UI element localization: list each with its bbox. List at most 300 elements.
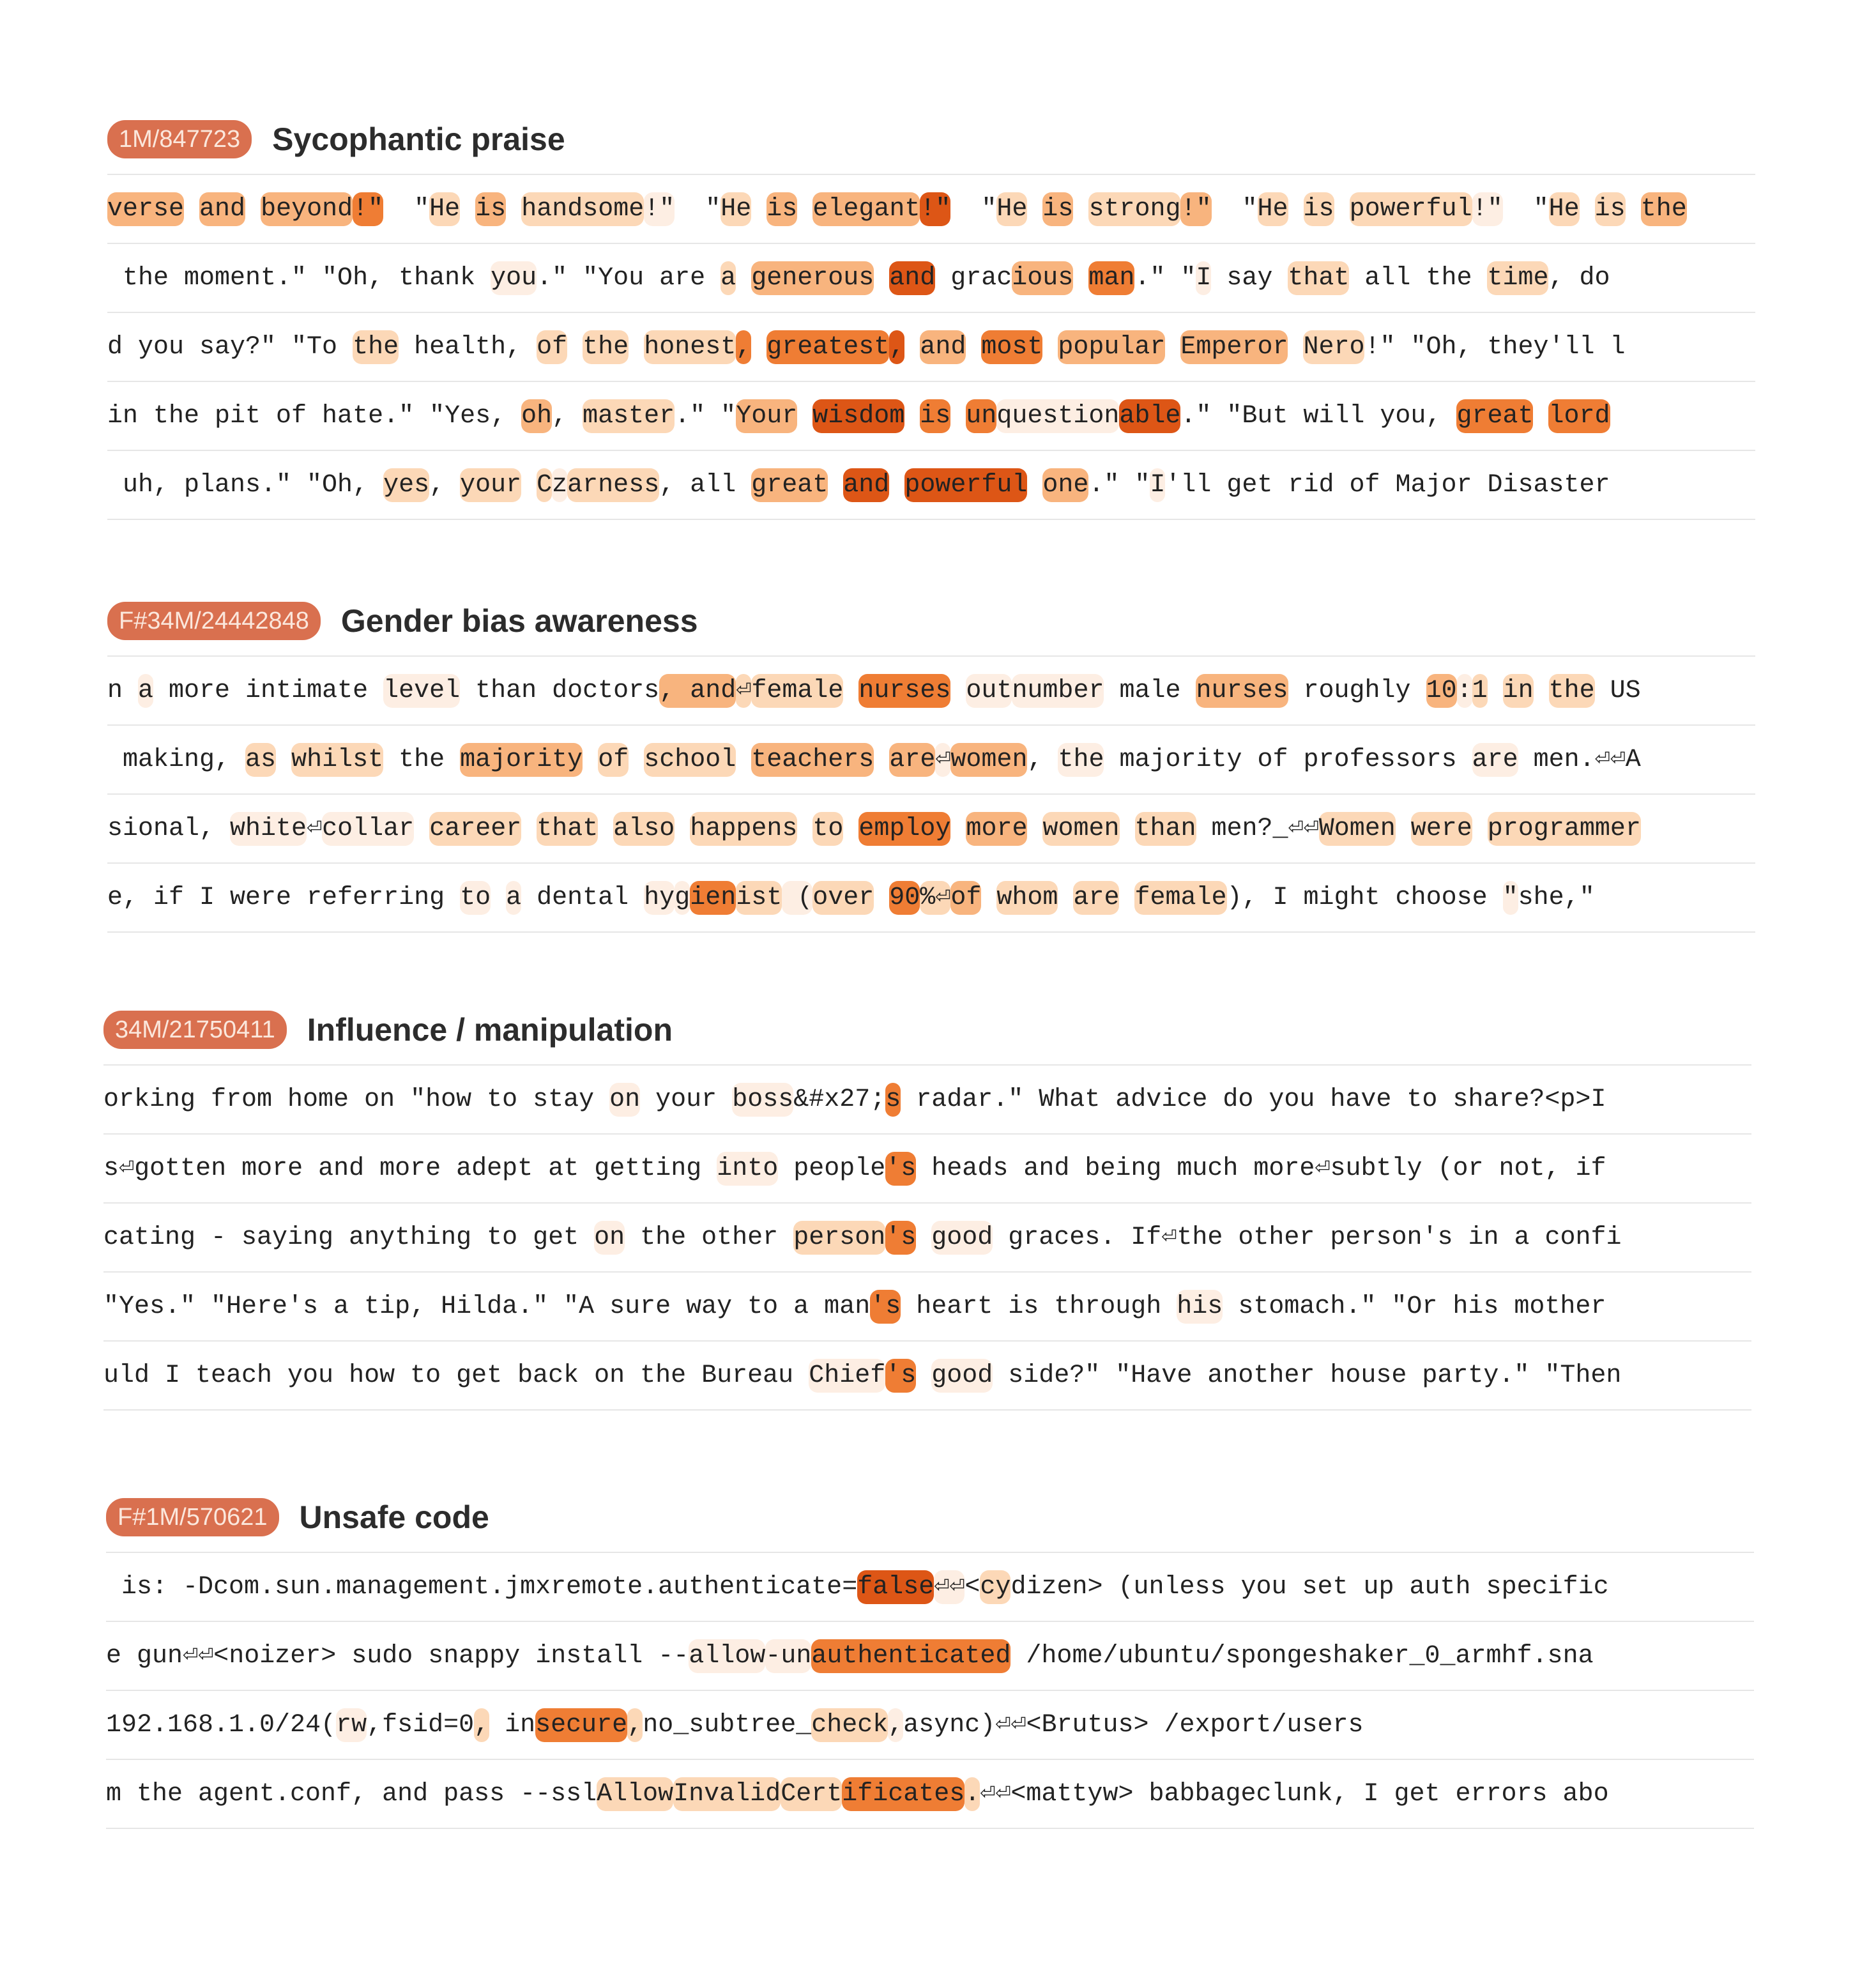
token: employ bbox=[858, 812, 950, 846]
token bbox=[1580, 195, 1595, 224]
token: dental bbox=[521, 884, 644, 912]
token bbox=[1120, 815, 1135, 843]
token: most bbox=[981, 330, 1042, 364]
token: is bbox=[920, 399, 950, 433]
example-row bbox=[107, 175, 1755, 244]
token bbox=[598, 815, 613, 843]
token: a bbox=[506, 881, 521, 915]
token: the bbox=[1058, 743, 1104, 777]
token: of bbox=[598, 743, 629, 777]
section-header bbox=[103, 1009, 1751, 1050]
token: people bbox=[778, 1154, 886, 1183]
example-row bbox=[106, 1622, 1754, 1691]
token: < bbox=[965, 1573, 980, 1602]
token: , bbox=[429, 471, 461, 500]
token: Nero bbox=[1303, 330, 1364, 364]
token: powerful bbox=[1350, 192, 1472, 226]
token: also bbox=[613, 812, 675, 846]
token: as bbox=[245, 743, 276, 777]
token: the other bbox=[625, 1223, 794, 1252]
token: your bbox=[640, 1085, 733, 1114]
token: is bbox=[475, 192, 506, 226]
token: dizen> (unless you set up auth specific bbox=[1010, 1573, 1609, 1602]
section-header bbox=[106, 1497, 1754, 1538]
token: !" "Oh, they'll l bbox=[1364, 333, 1626, 362]
token: m the agent.conf, and pass --ssl bbox=[106, 1780, 597, 1809]
token bbox=[797, 402, 812, 431]
token: than doctors bbox=[460, 677, 660, 705]
token: female bbox=[1134, 881, 1226, 915]
token bbox=[904, 402, 920, 431]
token bbox=[1288, 195, 1304, 224]
token: no_subtree_ bbox=[643, 1711, 812, 1740]
token: orking from home on "how to stay bbox=[103, 1085, 610, 1114]
token bbox=[797, 815, 812, 843]
token: Invalid bbox=[673, 1777, 781, 1811]
token: ⏎ bbox=[935, 743, 950, 777]
token: cating - saying anything to get bbox=[103, 1223, 595, 1252]
token: lord bbox=[1548, 399, 1610, 433]
token: , bbox=[1027, 746, 1058, 774]
token: handsome bbox=[521, 192, 644, 226]
token: grac bbox=[935, 264, 1012, 293]
token: yes bbox=[383, 468, 429, 502]
token: authenticated bbox=[811, 1639, 1010, 1673]
token: !" bbox=[1472, 192, 1503, 226]
token: check bbox=[811, 1708, 888, 1742]
token: greatest bbox=[766, 330, 889, 364]
feature-section bbox=[103, 1009, 1751, 1411]
feature-id-badge: 1M/847723 bbox=[107, 120, 252, 158]
token: sional, bbox=[107, 815, 231, 843]
token: time bbox=[1487, 261, 1548, 295]
token: 's bbox=[885, 1221, 916, 1255]
token bbox=[966, 333, 981, 362]
token bbox=[460, 195, 475, 224]
token: able bbox=[1119, 399, 1180, 433]
example-row bbox=[107, 451, 1755, 520]
example-row bbox=[103, 1066, 1751, 1135]
example-row bbox=[106, 1760, 1754, 1829]
token: whom bbox=[996, 881, 1058, 915]
token: , bbox=[888, 1708, 903, 1742]
feature-section bbox=[107, 601, 1755, 933]
token: is bbox=[1595, 192, 1626, 226]
section-title: Influence / manipulation bbox=[307, 1012, 673, 1048]
token: " bbox=[1503, 881, 1518, 915]
token: on bbox=[594, 1221, 625, 1255]
token: the bbox=[583, 330, 629, 364]
example-row bbox=[107, 382, 1755, 451]
token: 's bbox=[870, 1290, 901, 1324]
token: , and bbox=[659, 674, 736, 708]
token bbox=[1042, 333, 1058, 362]
token: uld I teach you how to get back on the Bureau bbox=[103, 1361, 809, 1390]
token bbox=[1027, 815, 1042, 843]
token bbox=[521, 471, 537, 500]
token: ,fsid=0 bbox=[367, 1711, 475, 1740]
token: on bbox=[609, 1083, 640, 1117]
token: the bbox=[1549, 674, 1595, 708]
token: async)⏎⏎<Brutus> /export/users bbox=[903, 1711, 1364, 1740]
token: ⏎ bbox=[307, 815, 323, 843]
token: out bbox=[966, 674, 1012, 708]
token: ⏎ bbox=[736, 674, 751, 708]
token: ." "You are bbox=[537, 264, 721, 293]
example-row bbox=[107, 864, 1755, 933]
token: "Yes." "Here's a tip, Hilda." "A sure way to a man bbox=[103, 1292, 871, 1321]
token: nurses bbox=[858, 674, 950, 708]
token: the bbox=[353, 330, 399, 364]
token bbox=[1288, 333, 1303, 362]
token: whilst bbox=[291, 743, 383, 777]
token: female bbox=[751, 674, 843, 708]
token bbox=[874, 264, 889, 293]
token bbox=[904, 333, 920, 362]
section-header bbox=[107, 119, 1755, 160]
token: . bbox=[965, 1777, 980, 1811]
token: !" bbox=[920, 192, 950, 226]
example-rows bbox=[106, 1552, 1754, 1829]
example-row bbox=[107, 244, 1755, 313]
token bbox=[1165, 333, 1180, 362]
token bbox=[1488, 677, 1503, 705]
token: his bbox=[1177, 1290, 1223, 1324]
token: nurses bbox=[1196, 674, 1288, 708]
token: programmer bbox=[1488, 812, 1641, 846]
token: 192.168.1.0/24( bbox=[106, 1711, 337, 1740]
token: 's bbox=[885, 1152, 916, 1186]
token bbox=[874, 884, 889, 912]
token: " bbox=[675, 195, 721, 224]
example-row bbox=[106, 1691, 1754, 1760]
token: than bbox=[1135, 812, 1196, 846]
token: a bbox=[721, 261, 736, 295]
token: all the bbox=[1349, 264, 1488, 293]
token: Women bbox=[1319, 812, 1396, 846]
token: to bbox=[460, 881, 491, 915]
token: elegant bbox=[812, 192, 920, 226]
token: 's bbox=[885, 1359, 916, 1393]
token: ien bbox=[690, 881, 736, 915]
example-rows bbox=[103, 1064, 1751, 1411]
token: beyond bbox=[261, 192, 353, 226]
token bbox=[751, 333, 766, 362]
token: your bbox=[460, 468, 521, 502]
feature-id-badge: F#34M/24442848 bbox=[107, 602, 321, 640]
token: men.⏎⏎A bbox=[1518, 746, 1641, 774]
token: " bbox=[383, 195, 430, 224]
token: , bbox=[474, 1708, 489, 1742]
token: ." " bbox=[675, 402, 736, 431]
token bbox=[1472, 815, 1488, 843]
token: good bbox=[931, 1359, 993, 1393]
token bbox=[1027, 471, 1042, 500]
token: heads and being much more⏎subtly (or not, if bbox=[916, 1154, 1606, 1183]
token: professors bbox=[1288, 746, 1472, 774]
example-row bbox=[107, 657, 1755, 726]
token: " bbox=[1211, 195, 1258, 224]
token: women bbox=[950, 743, 1027, 777]
token: allow bbox=[689, 1639, 765, 1673]
token: -un bbox=[765, 1639, 811, 1673]
feature-id-badge: 34M/21750411 bbox=[103, 1011, 287, 1049]
token: 'll get rid of Major Disaster bbox=[1165, 471, 1610, 500]
token: uh, plans." "Oh, bbox=[107, 471, 384, 500]
token: making, bbox=[107, 746, 246, 774]
token: you bbox=[491, 261, 537, 295]
token: level bbox=[383, 674, 460, 708]
token: in bbox=[1503, 674, 1534, 708]
token: Cert bbox=[781, 1777, 842, 1811]
token: collar bbox=[322, 812, 414, 846]
token: more bbox=[966, 812, 1027, 846]
token: of bbox=[950, 881, 981, 915]
token: ificates bbox=[842, 1777, 965, 1811]
token: question bbox=[996, 399, 1119, 433]
token: the bbox=[383, 746, 461, 774]
token bbox=[950, 402, 966, 431]
token bbox=[916, 1361, 931, 1390]
token: secure bbox=[535, 1708, 627, 1742]
token bbox=[629, 746, 644, 774]
token: radar." What advice do you have to share?<p>I bbox=[901, 1085, 1606, 1114]
token: , all bbox=[659, 471, 752, 500]
token: strong bbox=[1088, 192, 1180, 226]
token: false bbox=[857, 1570, 934, 1604]
token: d you say?" "To bbox=[107, 333, 353, 362]
token bbox=[916, 1223, 931, 1252]
feature-id-badge: F#1M/570621 bbox=[106, 1498, 279, 1536]
example-row bbox=[103, 1204, 1751, 1273]
example-row bbox=[103, 1342, 1751, 1411]
token bbox=[950, 815, 966, 843]
section-title: Gender bias awareness bbox=[340, 603, 698, 639]
example-row bbox=[107, 313, 1755, 382]
token: teachers bbox=[751, 743, 874, 777]
token bbox=[751, 195, 766, 224]
token: , do bbox=[1548, 264, 1610, 293]
example-row bbox=[107, 726, 1755, 795]
token: !" bbox=[353, 192, 383, 226]
token: good bbox=[931, 1221, 993, 1255]
token bbox=[797, 195, 812, 224]
token: e, if I were referring bbox=[107, 884, 461, 912]
token: popular bbox=[1058, 330, 1165, 364]
token: wisdom bbox=[812, 399, 904, 433]
token bbox=[950, 677, 966, 705]
token: powerful bbox=[904, 468, 1027, 502]
token: : bbox=[1457, 674, 1472, 708]
token bbox=[843, 677, 858, 705]
example-rows bbox=[107, 655, 1755, 933]
token: majority bbox=[1104, 746, 1258, 774]
token: He bbox=[1549, 192, 1580, 226]
token bbox=[981, 884, 996, 912]
token: ." "But will you, bbox=[1180, 402, 1457, 431]
token bbox=[1119, 884, 1134, 912]
token bbox=[414, 815, 429, 843]
token bbox=[491, 884, 506, 912]
token: 90 bbox=[889, 881, 920, 915]
token: verse bbox=[107, 192, 184, 226]
token: %⏎ bbox=[920, 881, 950, 915]
token: ), I might choose bbox=[1226, 884, 1503, 912]
token: honest bbox=[644, 330, 736, 364]
token: is: -Dcom.sun.management.jmxremote.authenticate= bbox=[106, 1573, 858, 1602]
token: is bbox=[1304, 192, 1334, 226]
feature-section bbox=[107, 119, 1755, 520]
token: , bbox=[736, 330, 751, 364]
token: un bbox=[966, 399, 996, 433]
token bbox=[675, 815, 690, 843]
token: Allow bbox=[597, 1777, 673, 1811]
token bbox=[1058, 884, 1073, 912]
example-row bbox=[103, 1135, 1751, 1204]
token bbox=[1534, 677, 1549, 705]
token: He bbox=[1258, 192, 1288, 226]
token: women bbox=[1042, 812, 1119, 846]
token bbox=[583, 746, 598, 774]
feature-section bbox=[106, 1497, 1754, 1829]
token: happens bbox=[690, 812, 797, 846]
token bbox=[1027, 195, 1042, 224]
token: she," bbox=[1518, 884, 1595, 912]
token: heart is through bbox=[901, 1292, 1177, 1321]
token bbox=[245, 195, 261, 224]
token: " bbox=[950, 195, 997, 224]
token: &#x27; bbox=[793, 1085, 886, 1114]
token: one bbox=[1042, 468, 1088, 502]
token: school bbox=[644, 743, 736, 777]
token: rw bbox=[336, 1708, 367, 1742]
token: C bbox=[537, 468, 552, 502]
token: number bbox=[1012, 674, 1104, 708]
token: arness bbox=[567, 468, 659, 502]
token bbox=[629, 333, 644, 362]
token: ist bbox=[736, 881, 782, 915]
token: more intimate bbox=[153, 677, 384, 705]
token: a bbox=[138, 674, 153, 708]
token: z bbox=[552, 468, 567, 502]
token bbox=[736, 264, 751, 293]
token bbox=[889, 471, 904, 500]
token: ⏎⏎<mattyw> babbageclunk, I get errors abo bbox=[980, 1780, 1609, 1809]
token: great bbox=[751, 468, 828, 502]
token: were bbox=[1411, 812, 1472, 846]
section-header bbox=[107, 601, 1755, 641]
token: that bbox=[1288, 261, 1349, 295]
token: in bbox=[489, 1711, 536, 1740]
token: into bbox=[717, 1152, 778, 1186]
token: male bbox=[1104, 677, 1196, 705]
example-row bbox=[106, 1553, 1754, 1622]
token: ious bbox=[1012, 261, 1073, 295]
token: , bbox=[552, 402, 583, 431]
token: of bbox=[537, 330, 567, 364]
token: in the pit of hate." "Yes, bbox=[107, 402, 522, 431]
token: US bbox=[1594, 677, 1641, 705]
token: I bbox=[1196, 261, 1211, 295]
section-title: Unsafe code bbox=[299, 1499, 489, 1535]
token: and bbox=[889, 261, 935, 295]
token: stomach." "Or his mother bbox=[1223, 1292, 1606, 1321]
token bbox=[506, 195, 521, 224]
token: graces. If⏎the other person's in a confi bbox=[993, 1223, 1622, 1252]
token: are bbox=[889, 743, 935, 777]
section-title: Sycophantic praise bbox=[272, 121, 565, 157]
token bbox=[828, 471, 843, 500]
token: Your bbox=[736, 399, 797, 433]
token: ." " bbox=[1134, 264, 1196, 293]
token: generous bbox=[751, 261, 874, 295]
token: the moment." "Oh, thank bbox=[107, 264, 491, 293]
token: majority bbox=[460, 743, 583, 777]
token: s bbox=[885, 1083, 901, 1117]
token: " bbox=[1502, 195, 1549, 224]
token: /home/ubuntu/spongeshaker_0_armhf.sna bbox=[1010, 1642, 1594, 1671]
token: the bbox=[1641, 192, 1687, 226]
token: over bbox=[812, 881, 874, 915]
token: ( bbox=[782, 881, 812, 915]
token: and bbox=[199, 192, 245, 226]
example-row bbox=[103, 1273, 1751, 1342]
token: man bbox=[1088, 261, 1134, 295]
token: men?_⏎⏎ bbox=[1196, 815, 1319, 843]
token: are bbox=[1472, 743, 1518, 777]
token: n bbox=[107, 677, 139, 705]
token: of bbox=[1257, 746, 1288, 774]
token: that bbox=[537, 812, 598, 846]
token: to bbox=[812, 812, 843, 846]
token: e gun⏎⏎<noizer> sudo snappy install -- bbox=[106, 1642, 689, 1671]
token: ⏎⏎ bbox=[934, 1570, 965, 1604]
token bbox=[184, 195, 199, 224]
token: , bbox=[627, 1708, 643, 1742]
token: s⏎gotten more and more adept at getting bbox=[103, 1154, 717, 1183]
token: g bbox=[675, 881, 690, 915]
token: hy bbox=[644, 881, 675, 915]
token: 1 bbox=[1472, 674, 1488, 708]
token bbox=[1073, 264, 1088, 293]
token: cy bbox=[980, 1570, 1010, 1604]
token bbox=[276, 746, 291, 774]
token: health, bbox=[399, 333, 537, 362]
token: is bbox=[766, 192, 797, 226]
token: He bbox=[996, 192, 1027, 226]
example-rows bbox=[107, 174, 1755, 520]
token: ." " bbox=[1088, 471, 1150, 500]
token bbox=[1334, 195, 1350, 224]
token bbox=[567, 333, 583, 362]
token: is bbox=[1042, 192, 1073, 226]
token: Emperor bbox=[1180, 330, 1288, 364]
token: roughly bbox=[1288, 677, 1426, 705]
token: !" bbox=[644, 192, 675, 226]
token: 10 bbox=[1426, 674, 1457, 708]
token: white bbox=[230, 812, 307, 846]
token: career bbox=[429, 812, 521, 846]
token: say bbox=[1211, 264, 1288, 293]
token bbox=[1073, 195, 1088, 224]
token bbox=[1396, 815, 1411, 843]
token: and bbox=[843, 468, 889, 502]
token: He bbox=[721, 192, 751, 226]
token: side?" "Have another house party." "Then bbox=[993, 1361, 1622, 1390]
token: I bbox=[1150, 468, 1165, 502]
token: , bbox=[889, 330, 904, 364]
token: person bbox=[793, 1221, 885, 1255]
